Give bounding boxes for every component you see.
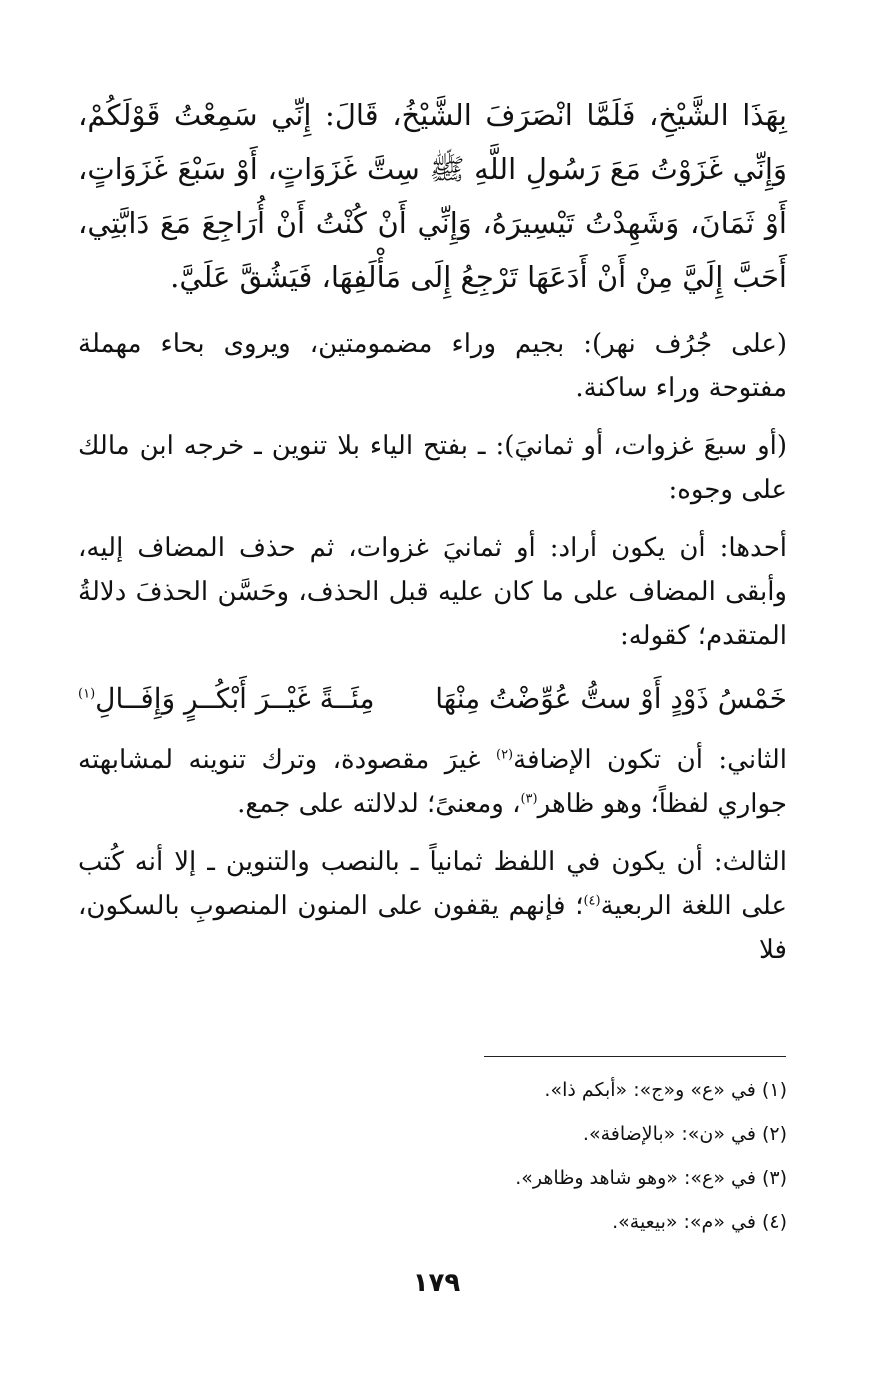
verse-first-hemistich: خَمْسُ ذَوْدٍ أَوْ ستُّ عُوِّضْتُ مِنْهَا [435,682,787,715]
footnote-ref-3: (٣) [520,791,538,807]
paragraph-4-part-b: غيرَ مقصودة، وترك تنوينه لمشابهته جواري لفظاً؛ وهو ظاهر [78,745,787,819]
commentary-paragraph-5 [78,840,787,972]
commentary-paragraph-1: (على جُرُف نهر): بجيم وراء مضمومتين، ويروى بحاء مهملة مفتوحة وراء ساكنة. [78,329,787,403]
hadith-text: بِهَذَا الشَّيْخِ، فَلَمَّا انْصَرَفَ الشَّيْخُ، قَالَ: إِنِّي سَمِعْتُ قَوْلَكُمْ، وَإِنِّي غَزَوْتُ مَعَ رَسُولِ اللَّهِ ﷺ سِتَّ غَزَوَاتٍ، أَوْ سَبْعَ غَزَوَاتٍ، أَوْ ثَمَانَ، وَشَهِدْتُ تَيْسِيرَهُ، وَإِنِّي أَنْ كُنْتُ أَنْ أُرَاجِعَ مَعَ دَابَّتِي، أَحَبَّ إِلَيَّ مِنْ أَنْ أَدَعَهَا تَرْجِعُ إِلَى مَأْلَفِهَا، فَيَشُقَّ عَلَيَّ. [78,98,787,294]
footnote-3: (٣) في «ع»: «وهو شاهد وظاهر». [515,1167,787,1189]
footnote-ref-4: (٤) [583,893,601,909]
verse-second-hemistich [78,672,375,726]
paragraph-5-part-a: الثالث: أن يكون في اللفظ ثمانياً ـ بالنصب والتنوين ـ إلا أنه كُتب على اللغة الربعية [78,847,787,921]
commentary-paragraph-2: (أو سبعَ غزوات، أو ثمانيَ): ـ بفتح الياء بلا تنوين ـ خرجه ابن مالك على وجوه: [78,431,787,505]
footnote-1: (١) في «ع» و«ج»: «أبكم ذا». [544,1079,787,1101]
poetry-verse [78,672,787,726]
paragraph-5-part-b: ؛ فإنهم يقفون على المنون المنصوبِ بالسكون، فلا [78,891,787,965]
verse-second-text: مِئَــةً غَيْــرَ أَبْكُــرٍ وَإِفَــالِ [95,682,375,715]
commentary-paragraph-4 [78,738,787,826]
paragraph-4-part-a: الثاني: أن تكون الإضافة [513,745,787,775]
body-text [78,88,787,986]
footnote-2: (٢) في «ن»: «بالإضافة». [582,1123,787,1145]
paragraph-4-part-c: ، ومعنىً؛ لدلالته على جمع. [237,789,521,819]
footnotes [87,1068,787,1244]
footnote-ref-2: (٢) [495,747,514,763]
footnote-4: (٤) في «م»: «بيعية». [612,1211,787,1233]
footnote-separator [484,1056,786,1057]
commentary-paragraph-3: أحدها: أن يكون أراد: أو ثمانيَ غزوات، ثم حذف المضاف إليه، وأبقى المضاف على ما كان عليه قبل الحذف، وحَسَّن الحذفَ دلالةُ المتقدم؛ كقوله: [78,533,787,651]
footnote-ref-1: (١) [78,686,96,702]
page-number: ١٧٩ [412,1268,461,1298]
